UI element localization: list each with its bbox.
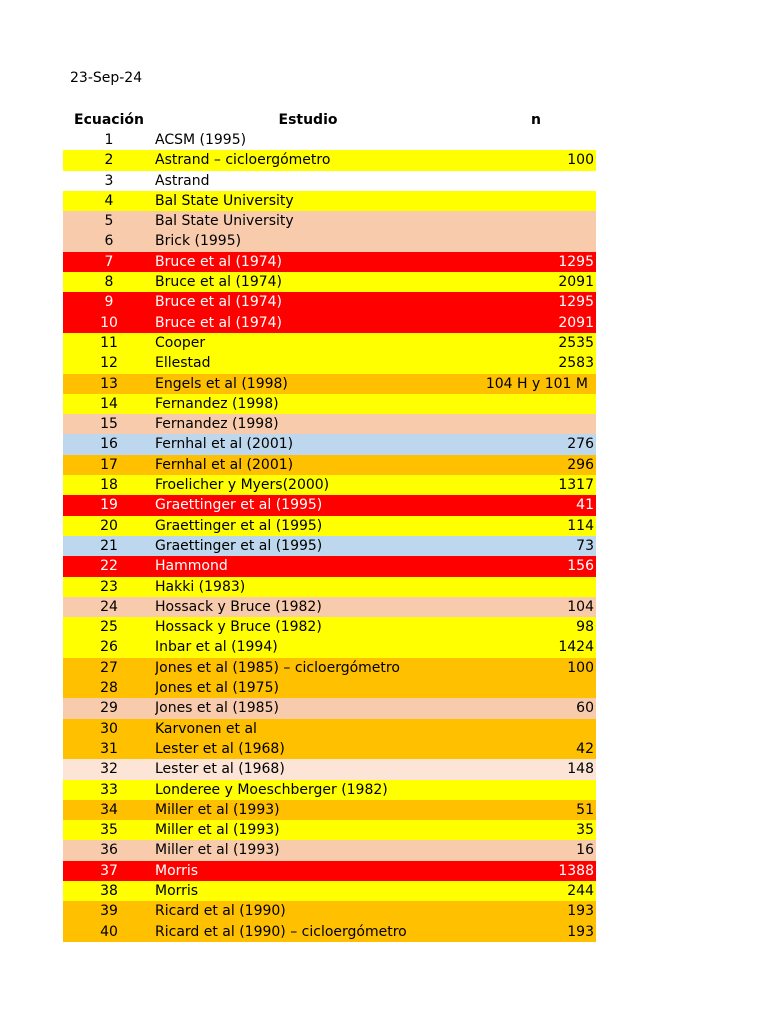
- cell-ecuacion: 18: [100, 477, 118, 494]
- cell-ecuacion: 6: [104, 233, 114, 250]
- cell-estudio: Miller et al (1993): [155, 801, 280, 818]
- table-row[interactable]: [63, 130, 596, 150]
- cell-ecuacion: 15: [100, 416, 118, 433]
- cell-ecuacion: 37: [100, 862, 118, 879]
- cell-estudio: Jones et al (1985): [155, 700, 279, 717]
- cell-n: 41: [576, 497, 594, 514]
- cell-estudio: Ellestad: [155, 355, 211, 372]
- table-row[interactable]: [63, 313, 596, 333]
- cell-n: 1317: [558, 477, 594, 494]
- table-row[interactable]: [63, 150, 596, 170]
- cell-ecuacion: 7: [104, 253, 114, 270]
- cell-ecuacion: 5: [104, 213, 114, 230]
- table-row[interactable]: [63, 252, 596, 272]
- cell-estudio: Graettinger et al (1995): [155, 517, 323, 534]
- cell-estudio: Fernandez (1998): [155, 416, 279, 433]
- cell-n: [461, 577, 596, 597]
- cell-estudio: Morris: [155, 882, 199, 899]
- cell-n: 1424: [558, 639, 594, 656]
- cell-n: 42: [576, 740, 594, 757]
- cell-n: 193: [567, 923, 594, 940]
- header-ecuacion: Ecuación: [74, 112, 144, 128]
- cell-n: 16: [576, 842, 594, 859]
- table-row[interactable]: [63, 901, 596, 921]
- cell-estudio: Engels et al (1998): [155, 375, 288, 392]
- table-row[interactable]: [63, 333, 596, 353]
- cell-n: [461, 191, 596, 211]
- cell-n: 1295: [558, 253, 594, 270]
- table-row[interactable]: [63, 556, 596, 576]
- cell-estudio: Inbar et al (1994): [155, 639, 278, 656]
- cell-estudio: Lester et al (1968): [155, 761, 285, 778]
- table-row[interactable]: [63, 292, 596, 312]
- cell-n: 244: [567, 882, 594, 899]
- cell-ecuacion: 14: [100, 395, 118, 412]
- cell-ecuacion: 19: [100, 497, 118, 514]
- cell-estudio: Cooper: [155, 334, 206, 351]
- cell-estudio: Morris: [155, 862, 199, 879]
- cell-estudio: Fernhal et al (2001): [155, 436, 294, 453]
- cell-estudio: Ricard et al (1990): [155, 903, 286, 920]
- cell-n: [461, 130, 596, 150]
- table-row[interactable]: [63, 840, 596, 860]
- cell-n: 51: [576, 801, 594, 818]
- cell-estudio: Astrand – cicloergómetro: [155, 152, 331, 169]
- header-n: n: [531, 112, 541, 128]
- table-row[interactable]: [63, 536, 596, 556]
- cell-estudio: Jones et al (1975): [155, 680, 279, 697]
- cell-estudio: Lester et al (1968): [155, 740, 285, 757]
- cell-ecuacion: 40: [100, 923, 118, 940]
- cell-n: [461, 171, 596, 191]
- cell-ecuacion: 23: [100, 578, 118, 595]
- table-row[interactable]: [63, 577, 596, 597]
- cell-ecuacion: 17: [100, 456, 118, 473]
- table-row[interactable]: [63, 394, 596, 414]
- table-row[interactable]: [63, 861, 596, 881]
- table-row[interactable]: [63, 374, 596, 394]
- cell-ecuacion: 33: [100, 781, 118, 798]
- cell-n: [461, 231, 596, 251]
- table-row[interactable]: [63, 780, 596, 800]
- cell-n: [461, 719, 596, 739]
- cell-n: [461, 394, 596, 414]
- cell-ecuacion: 12: [100, 355, 118, 372]
- cell-ecuacion: 9: [104, 294, 114, 311]
- cell-n: 114: [567, 517, 594, 534]
- cell-n: 60: [576, 700, 594, 717]
- cell-ecuacion: 10: [100, 314, 118, 331]
- table-row[interactable]: [63, 820, 596, 840]
- cell-estudio: Londeree y Moeschberger (1982): [155, 781, 388, 798]
- cell-n: [461, 780, 596, 800]
- cell-estudio: ACSM (1995): [155, 132, 247, 148]
- cell-ecuacion: 24: [100, 598, 118, 615]
- cell-estudio: Hossack y Bruce (1982): [155, 619, 322, 636]
- cell-ecuacion: 8: [104, 274, 114, 291]
- table-header: [63, 110, 596, 130]
- cell-ecuacion: 22: [100, 558, 118, 575]
- cell-ecuacion: 39: [100, 903, 118, 920]
- sheet-date: 23-Sep-24: [70, 70, 143, 86]
- cell-n: 296: [567, 456, 594, 473]
- cell-n: [461, 211, 596, 231]
- cell-ecuacion: 3: [104, 172, 114, 189]
- header-estudio-cell: [155, 110, 461, 130]
- table-row[interactable]: [63, 455, 596, 475]
- cell-n: 73: [576, 537, 594, 554]
- table-row[interactable]: [63, 231, 596, 251]
- cell-n: 1388: [558, 862, 594, 879]
- cell-estudio: Ricard et al (1990) – cicloergómetro: [155, 923, 407, 940]
- table-row[interactable]: [63, 678, 596, 698]
- table-row[interactable]: [63, 637, 596, 657]
- cell-ecuacion: 11: [100, 334, 118, 351]
- table-row[interactable]: [63, 495, 596, 515]
- cell-estudio: Hammond: [155, 558, 228, 575]
- cell-estudio: Bal State University: [155, 192, 294, 209]
- table-row[interactable]: [63, 658, 596, 678]
- table-row[interactable]: [63, 759, 596, 779]
- table-row[interactable]: [63, 191, 596, 211]
- table-row[interactable]: [63, 739, 596, 759]
- table-row[interactable]: [63, 881, 596, 901]
- table-row[interactable]: [63, 922, 596, 942]
- cell-n: 2583: [558, 355, 594, 372]
- cell-ecuacion: 27: [100, 659, 118, 676]
- cell-n: 104: [567, 598, 594, 615]
- cell-n: 98: [576, 619, 594, 636]
- cell-ecuacion: 26: [100, 639, 118, 656]
- cell-n: 100: [567, 659, 594, 676]
- cell-estudio: Bruce et al (1974): [155, 253, 283, 270]
- cell-estudio: Bruce et al (1974): [155, 274, 283, 291]
- cell-ecuacion: 35: [100, 822, 118, 839]
- cell-estudio: Hakki (1983): [155, 578, 246, 595]
- cell-estudio: Bruce et al (1974): [155, 314, 283, 331]
- cell-n: 2091: [558, 274, 594, 291]
- equations-table: [63, 110, 596, 942]
- table-row[interactable]: [63, 597, 596, 617]
- cell-estudio: Brick (1995): [155, 233, 242, 250]
- cell-ecuacion: 21: [100, 537, 118, 554]
- cell-estudio: Miller et al (1993): [155, 842, 280, 859]
- table-row[interactable]: [63, 211, 596, 231]
- table-row[interactable]: [63, 353, 596, 373]
- table-row[interactable]: [63, 414, 596, 434]
- cell-ecuacion: 4: [104, 192, 114, 209]
- cell-estudio: Miller et al (1993): [155, 822, 280, 839]
- cell-ecuacion: 36: [100, 842, 118, 859]
- cell-ecuacion: 20: [100, 517, 118, 534]
- cell-n: 104 H y 101 M: [485, 375, 588, 392]
- table-row[interactable]: [63, 475, 596, 495]
- table-row[interactable]: [63, 272, 596, 292]
- cell-n: 276: [567, 436, 594, 453]
- cell-estudio: Bal State University: [155, 213, 294, 230]
- table-body: [63, 130, 596, 942]
- table-row[interactable]: [63, 719, 596, 739]
- cell-ecuacion: 25: [100, 619, 118, 636]
- cell-n: 156: [567, 558, 594, 575]
- cell-estudio: Froelicher y Myers(2000): [155, 477, 330, 494]
- cell-ecuacion: 32: [100, 761, 118, 778]
- cell-n: 100: [567, 152, 594, 169]
- cell-n: 35: [576, 822, 594, 839]
- cell-n: [461, 414, 596, 434]
- table-row[interactable]: [63, 698, 596, 718]
- cell-ecuacion: 13: [100, 375, 118, 392]
- cell-estudio: Fernhal et al (2001): [155, 456, 294, 473]
- cell-estudio: Jones et al (1985) – cicloergómetro: [155, 659, 400, 676]
- table-row[interactable]: [63, 434, 596, 454]
- cell-n: 1295: [558, 294, 594, 311]
- cell-n: 2091: [558, 314, 594, 331]
- cell-estudio: Astrand: [155, 172, 210, 189]
- table-row[interactable]: [63, 800, 596, 820]
- cell-n: 148: [567, 761, 594, 778]
- cell-ecuacion: 38: [100, 882, 118, 899]
- cell-ecuacion: 28: [100, 680, 118, 697]
- cell-ecuacion: 31: [100, 740, 118, 757]
- cell-estudio: Graettinger et al (1995): [155, 537, 323, 554]
- cell-ecuacion: 2: [104, 152, 114, 169]
- table-row[interactable]: [63, 516, 596, 536]
- cell-n: 193: [567, 903, 594, 920]
- cell-ecuacion: 29: [100, 700, 118, 717]
- cell-estudio: Fernandez (1998): [155, 395, 279, 412]
- cell-ecuacion: 30: [100, 720, 118, 737]
- header-estudio: Estudio: [278, 112, 338, 128]
- cell-n: 2535: [558, 334, 594, 351]
- cell-estudio: Graettinger et al (1995): [155, 497, 323, 514]
- cell-ecuacion: 1: [104, 132, 114, 148]
- cell-ecuacion: 16: [100, 436, 118, 453]
- cell-estudio: Bruce et al (1974): [155, 294, 283, 311]
- cell-estudio: Hossack y Bruce (1982): [155, 598, 322, 615]
- table-row[interactable]: [63, 617, 596, 637]
- cell-ecuacion: 34: [100, 801, 118, 818]
- cell-n: [461, 678, 596, 698]
- cell-estudio: Karvonen et al: [155, 720, 257, 737]
- table-row[interactable]: [63, 171, 596, 191]
